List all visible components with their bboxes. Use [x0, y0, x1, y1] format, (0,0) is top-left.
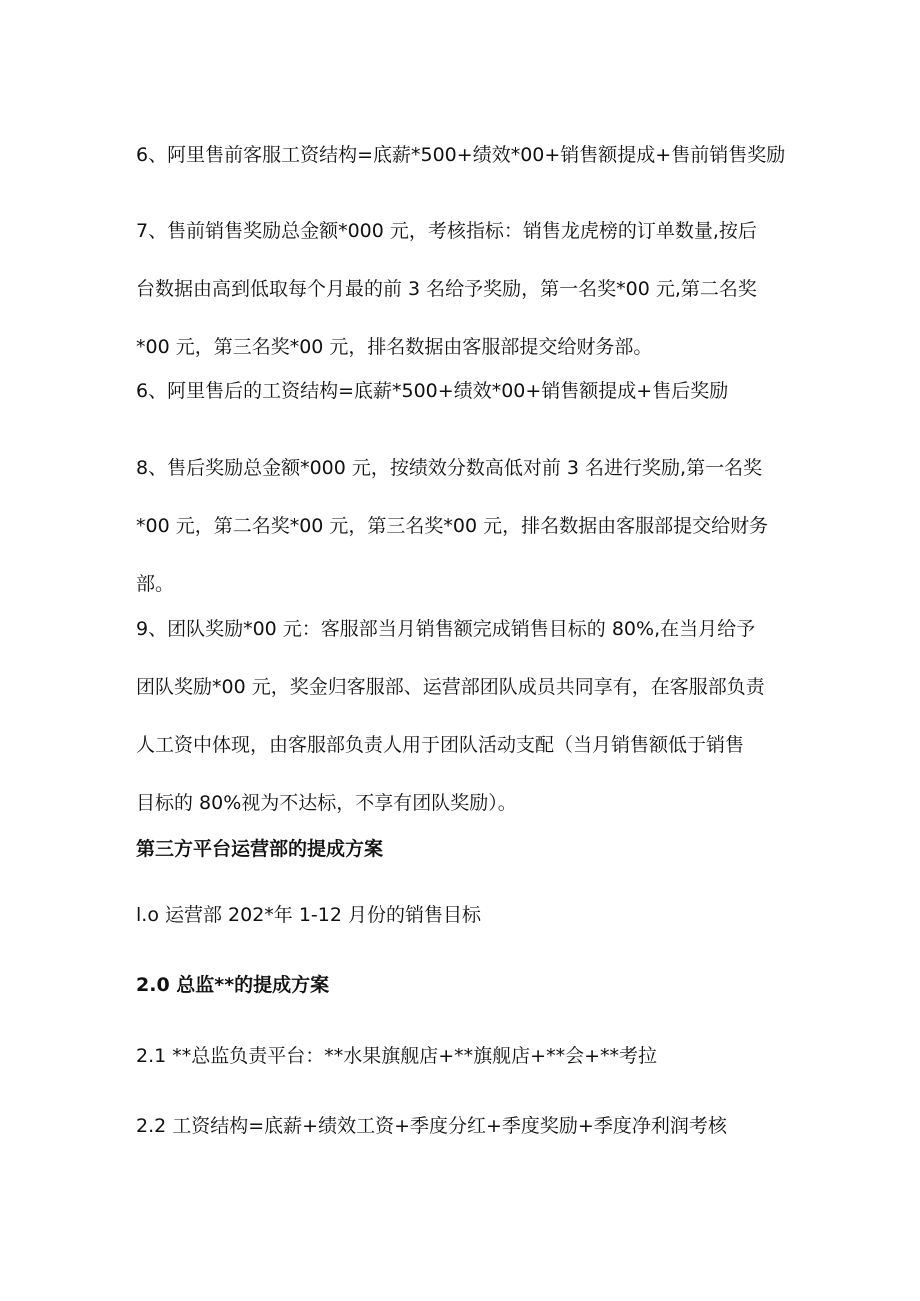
paragraph-presales-salary	[136, 126, 791, 184]
text-line: 6、阿里售后的工资结构=底薪*500+绩效*00+销售额提成+售后奖励	[136, 380, 729, 402]
subsection-heading	[136, 956, 791, 1014]
text-line: 2.0 总监**的提成方案	[136, 974, 330, 996]
text-line: 第三方平台运营部的提成方案	[136, 838, 384, 860]
text-line: 6、阿里售前客服工资结构=底薪*500+绩效*00+销售额提成+售前销售奖励	[136, 144, 786, 166]
text-line: 7、售前销售奖励总金额*000 元，考核指标：销售龙虎榜的订单数量,按后	[136, 220, 757, 242]
text-line: 8、售后奖励总金额*000 元，按绩效分数高低对前 3 名进行奖励,第一名奖	[136, 457, 763, 479]
text-line: 团队奖励*00 元，奖金归客服部、运营部团队成员共同享有，在客服部负责	[136, 676, 765, 698]
text-line: 2.1 **总监负责平台：**水果旗舰店+**旗舰店+**会+**考拉	[136, 1045, 658, 1067]
paragraph-platforms	[136, 1027, 791, 1085]
paragraph-aftersales-bonus	[136, 439, 791, 613]
text-line: l.o 运营部 202*年 1-12 月份的销售目标	[136, 904, 481, 926]
paragraph-team-bonus	[136, 600, 791, 832]
text-line: 目标的 80%视为不达标，不享有团队奖励）。	[136, 792, 517, 814]
text-line: 9、团队奖励*00 元：客服部当月销售额完成销售目标的 80%,在当月给予	[136, 618, 756, 640]
paragraph-aftersales-salary	[136, 362, 791, 420]
paragraph-salary-structure	[136, 1097, 791, 1155]
text-line: 人工资中体现，由客服部负责人用于团队活动支配（当月销售额低于销售	[136, 734, 745, 756]
text-line: *00 元，第二名奖*00 元，第三名奖*00 元，排名数据由客服部提交给财务	[136, 515, 769, 537]
paragraph-sales-target	[136, 886, 791, 944]
paragraph-presales-bonus	[136, 202, 791, 376]
text-line: 部。	[136, 573, 175, 595]
text-line: 2.2 工资结构=底薪+绩效工资+季度分红+季度奖励+季度净利润考核	[136, 1115, 727, 1137]
text-line: *00 元，第三名奖*00 元，排名数据由客服部提交给财务部。	[136, 336, 653, 358]
text-line: 台数据由高到低取每个月最的前 3 名给予奖励，第一名奖*00 元,第二名奖	[136, 278, 757, 300]
section-heading	[136, 820, 791, 878]
